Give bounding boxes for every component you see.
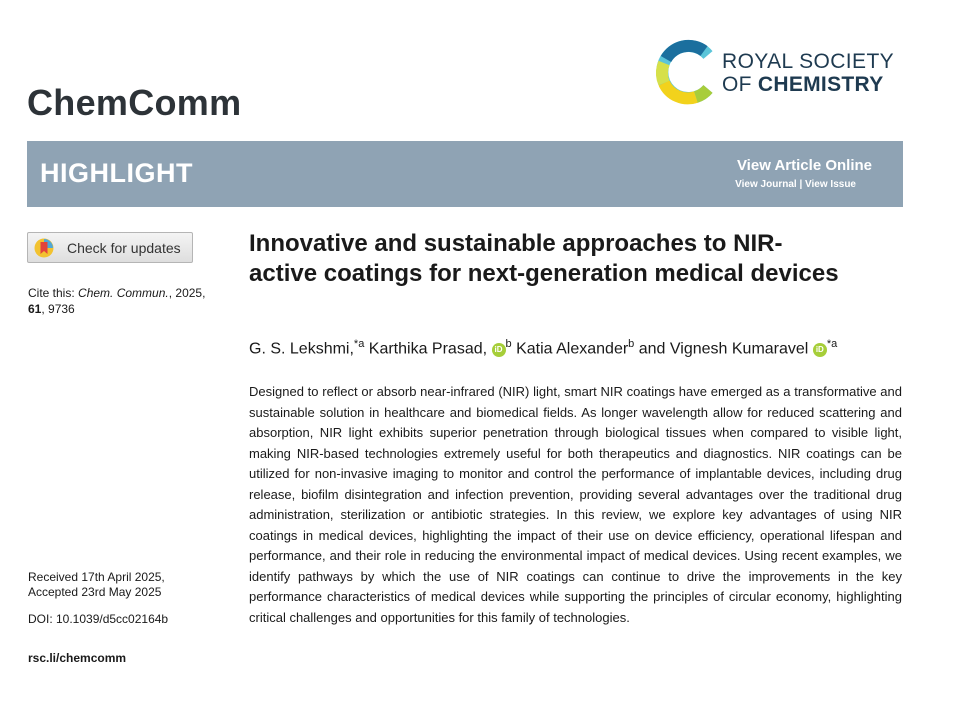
author-name: Katia Alexander <box>516 340 629 358</box>
author-affiliation: b <box>628 338 635 350</box>
rsc-logo[interactable] <box>656 37 906 109</box>
cite-page: , 9736 <box>41 302 75 316</box>
author-name: Karthika Prasad, <box>368 340 488 358</box>
rsc-name-line1: ROYAL SOCIETY <box>722 50 895 73</box>
rsc-logo-icon <box>656 37 716 107</box>
cite-label: Cite this: <box>28 286 75 300</box>
orcid-icon[interactable]: iD <box>813 343 827 357</box>
link-separator: | <box>796 179 806 190</box>
orcid-icon[interactable]: iD <box>492 343 506 357</box>
crossmark-icon <box>34 238 54 258</box>
doi[interactable]: DOI: 10.1039/d5cc02164b <box>28 612 169 626</box>
journal-name: ChemComm <box>27 82 242 123</box>
rsc-name-line2: OF CHEMISTRY <box>722 73 884 96</box>
cite-year: , 2025, <box>168 286 206 300</box>
view-issue-link[interactable]: View Issue <box>805 179 856 190</box>
journal-short-link[interactable]: rsc.li/chemcomm <box>28 651 127 665</box>
cite-volume: 61 <box>28 302 42 316</box>
view-article-online-link[interactable]: View Article Online <box>736 157 872 174</box>
article-title: Innovative and sustainable approaches to NIR-active coatings for next-generation medical devices <box>249 230 839 287</box>
article-type-banner <box>27 141 903 207</box>
check-for-updates-label: Check for updates <box>67 240 181 256</box>
author-affiliation: b <box>505 338 512 350</box>
article-type: HIGHLIGHT <box>40 158 193 188</box>
received-date: Received 17th April 2025, <box>28 570 165 584</box>
banner-links <box>735 179 856 190</box>
author-name: Vignesh Kumaravel <box>669 340 809 358</box>
author-list <box>249 338 837 358</box>
accepted-date: Accepted 23rd May 2025 <box>28 585 162 599</box>
check-for-updates-button[interactable] <box>27 232 193 263</box>
author-name: G. S. Lekshmi, <box>249 340 354 358</box>
author-affiliation: *a <box>353 338 365 350</box>
dates <box>28 570 165 600</box>
citation <box>28 285 228 317</box>
abstract: Designed to reflect or absorb near-infrared (NIR) light, smart NIR coatings have emerged as a transformative and sustainable solution in healthcare and biomedical fields. As longer wavelength allow for reduced scattering and absorption, NIR light exhibits superior penetration through biological tissues when compared to visible light, making NIR-based technologies extremely useful for both therapeutics and diagnostics. NIR coatings can be utilized for non-invasive imaging to monitor and control the performance of implantable devices, including drug release, biofilm disintegration and infection prevention, providing several advantages over the traditional drug administration, sterilization or antibiotic strategies. In this review, we explore key advantages of using NIR coatings in medical devices, highlighting the impact of their use on device efficiency, operational lifespan and performance, and their role in reducing the environmental impact of medical devices. Using recent examples, we identify pathways by which the use of NIR coatings can continue to drive the improvements in the key performance characteristics of medical devices while supporting the principles of circular economy, highlighting critical challenges and opportunities for this family of technologies. <box>249 384 902 625</box>
author-affiliation: *a <box>826 338 838 350</box>
author-conjunction: and <box>638 340 666 358</box>
view-journal-link[interactable]: View Journal <box>735 179 797 190</box>
cite-journal: Chem. Commun. <box>78 286 169 300</box>
